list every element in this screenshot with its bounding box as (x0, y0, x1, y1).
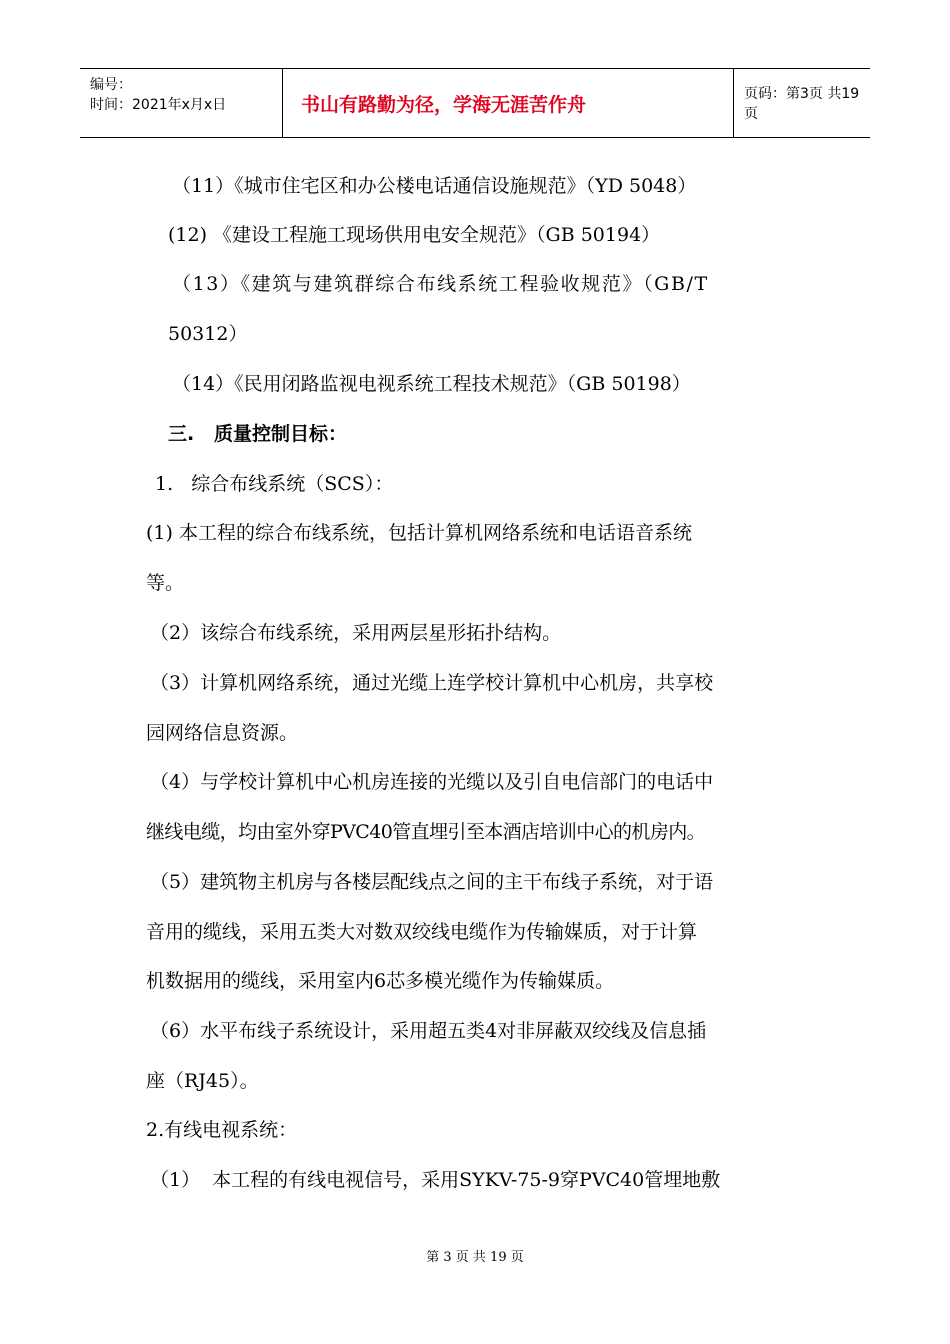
body-line: 50312） (168, 323, 248, 345)
body-line: （11）《城市住宅区和办公楼电话通信设施规范》（YD 5048） (172, 175, 697, 197)
body-line: (12) 《建设工程施工现场供用电安全规范》（GB 50194） (168, 224, 661, 246)
body-line: （2）该综合布线系统，采用两层星形拓扑结构。 (150, 622, 562, 644)
body-line: (1) 本工程的综合布线系统，包括计算机网络系统和电话语音系统 (146, 522, 692, 544)
body-line: （3）计算机网络系统，通过光缆上连学校计算机中心机房，共享校 (150, 672, 714, 694)
body-line: （1） 本工程的有线电视信号，采用SYKV-75-9穿PVC40管埋地敷 (150, 1169, 721, 1191)
header-meta (80, 69, 282, 137)
body-line: 等。 (146, 572, 185, 594)
body-line: 音用的缆线，采用五类大对数双绞线电缆作为传输媒质，对于计算 (146, 921, 698, 943)
body-line: （6）水平布线子系统设计，采用超五类4对非屏蔽双绞线及信息插 (150, 1020, 707, 1042)
body-line: （13）《建筑与建筑群综合布线系统工程验收规范》（GB/T (172, 273, 709, 295)
page-footer: 第 3 页 共 19 页 (426, 1250, 524, 1265)
header-time-label: 时间：2021年x月x日 (90, 97, 227, 113)
body-line: 园网络信息资源。 (146, 722, 299, 744)
body-line: 座（RJ45）。 (146, 1070, 259, 1092)
body-line: （4）与学校计算机中心机房连接的光缆以及引自电信部门的电话中 (150, 771, 714, 793)
header-motto: 书山有路勤为径，学海无涯苦作舟 (282, 69, 734, 137)
section-heading: 三. 质量控制目标： (168, 423, 348, 445)
body-line: 继线电缆，均由室外穿PVC40管直埋引至本酒店培训中心的机房内。 (146, 821, 706, 843)
body-line: （14）《民用闭路监视电视系统工程技术规范》（GB 50198） (172, 373, 691, 395)
body-line: （5）建筑物主机房与各楼层配线点之间的主干布线子系统，对于语 (150, 871, 714, 893)
page-header (80, 68, 870, 138)
body-line: 机数据用的缆线，采用室内6芯多模光缆作为传输媒质。 (146, 970, 615, 992)
subsection-heading: 1. 综合布线系统（SCS）： (155, 473, 394, 495)
header-page-info: 页码：第3页 共19页 (744, 86, 860, 122)
header-number-label: 编号： (90, 77, 132, 93)
subsection-heading: 2.有线电视系统： (146, 1119, 298, 1141)
